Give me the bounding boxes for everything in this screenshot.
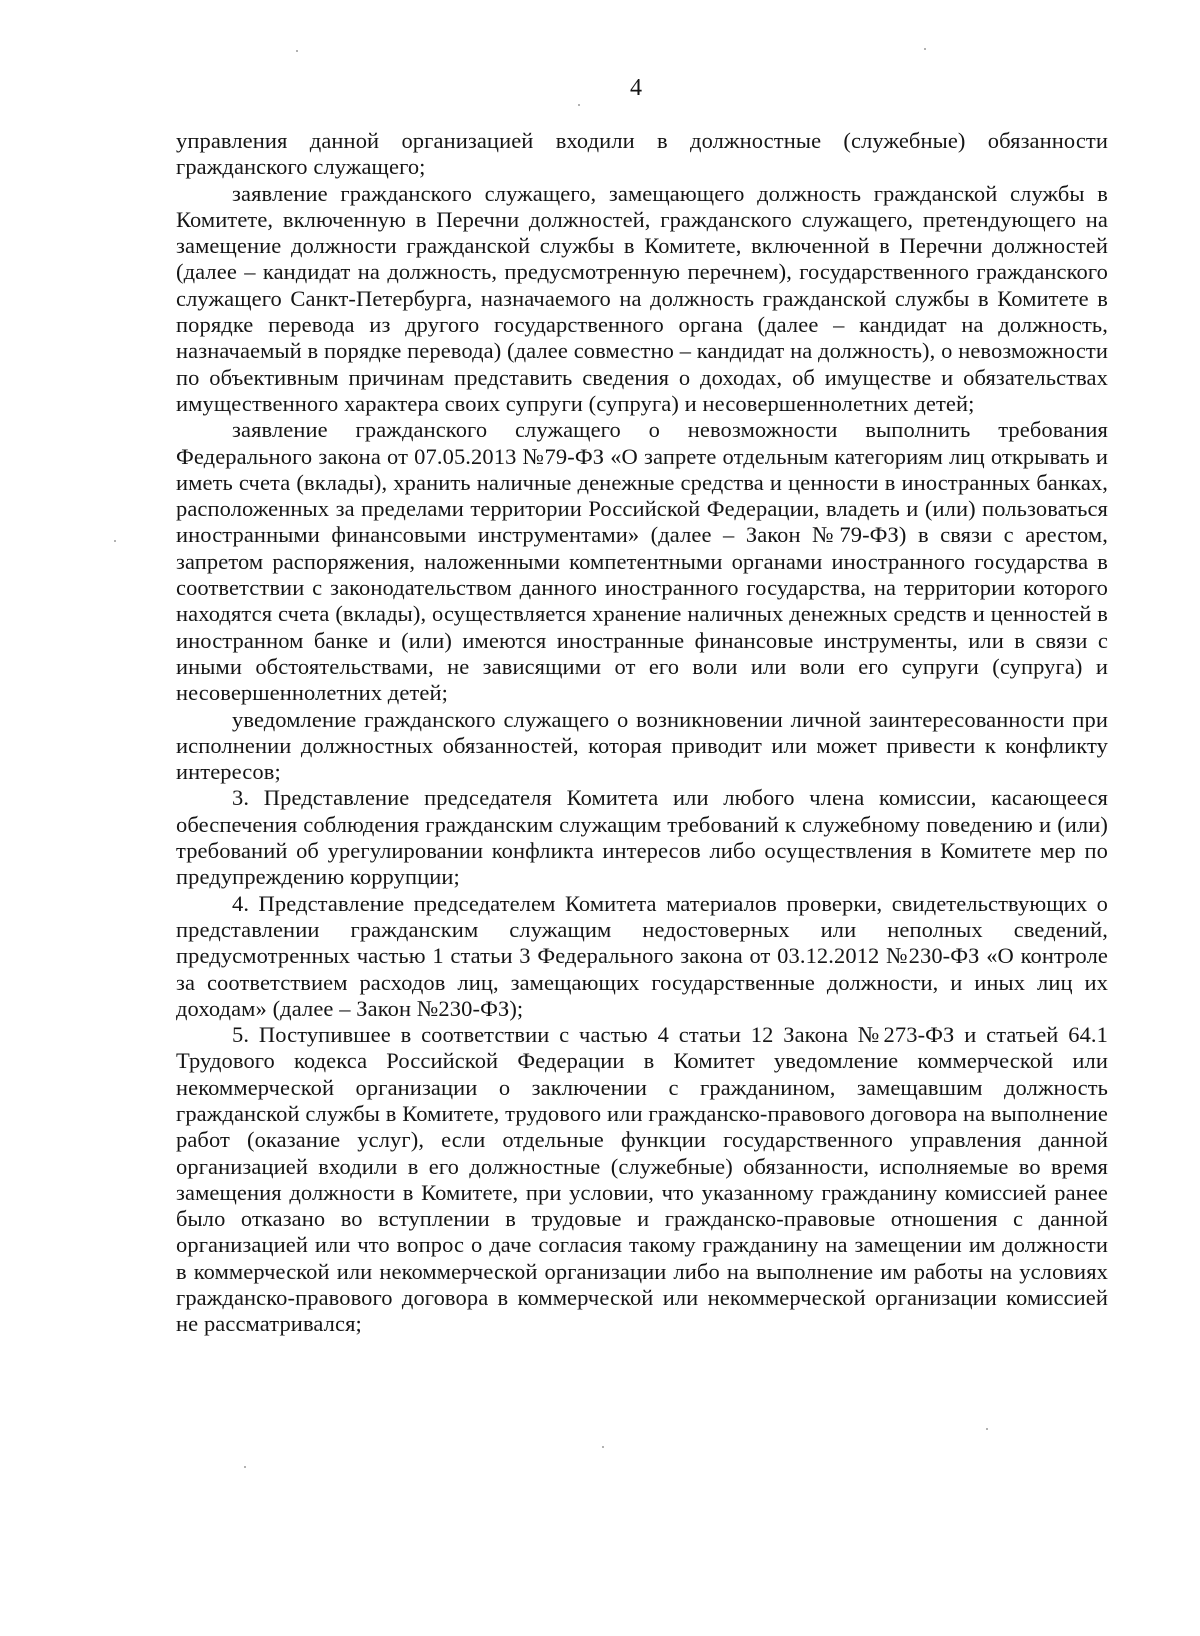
scan-speck <box>986 1428 988 1430</box>
paragraph-statement-inability: заявление гражданского служащего, замещающего должность гражданской службы в Комитете, включенную в Перечни должностей, гражданского служащего, претендующего на замещение должности гражданской службы в Комитете, включенной в Перечни должностей (далее – кандидат на должность, предусмотренную перечнем), государственного гражданского служащего Санкт-Петербурга, назначаемого на должность гражданской службы в Комитете в порядке перевода из другого государственного органа (далее – кандидат на должность, назначаемый в порядке перевода) (далее совместно – кандидат на должность), о невозможности по объективным причинам представить сведения о доходах, об имуществе и обязательствах имущественного характера своих супруги (супруга) и несовершеннолетних детей; <box>176 180 1108 416</box>
paragraph-continuation: управления данной организацией входили в должностные (служебные) обязанности гражданского служащего; <box>176 128 1108 180</box>
scan-speck <box>114 540 116 542</box>
document-body <box>176 128 1108 1338</box>
paragraph-item-5: 5. Поступившее в соответствии с частью 4 статьи 12 Закона №273-ФЗ и статьей 64.1 Трудового кодекса Российской Федерации в Комитет уведомление коммерческой или некоммерческой организации о заключении с гражданином, замещавшим должность гражданской службы в Комитете, трудового или гражданско-правового договора на выполнение работ (оказание услуг), если отдельные функции государственного управления данной организацией входили в его должностные (служебные) обязанности, исполняемые во время замещения должности в Комитете, при условии, что указанному гражданину комиссией ранее было отказано во вступлении в трудовые и гражданско-правовые отношения с данной организацией или что вопрос о даче согласия такому гражданину на замещении им должности в коммерческой или некоммерческой организации либо на выполнение им работы на условиях гражданско-правового договора в коммерческой или некоммерческой организации комиссией не рассматривался; <box>176 1022 1108 1337</box>
scan-speck <box>924 48 926 50</box>
scan-speck <box>602 1446 604 1448</box>
scan-speck <box>244 1466 246 1468</box>
scan-speck <box>296 50 298 52</box>
paragraph-statement-law-79: заявление гражданского служащего о невозможности выполнить требования Федерального закона от 07.05.2013 №79-ФЗ «О запрете отдельным категориям лиц открывать и иметь счета (вклады), хранить наличные денежные средства и ценности в иностранных банках, расположенных за пределами территории Российской Федерации, владеть и (или) пользоваться иностранными финансовыми инструментами» (далее – Закон №79-ФЗ) в связи с арестом, запретом распоряжения, наложенными компетентными органами иностранного государства в соответствии с законодательством данного иностранного государства, на территории которого находятся счета (вклады), осуществляется хранение наличных денежных средств и ценностей в иностранном банке и (или) имеются иностранные финансовые инструменты, или в связи с иными обстоятельствами, не зависящими от его воли или воли его супруги (супруга) и несовершеннолетних детей; <box>176 417 1108 706</box>
paragraph-notice-conflict: уведомление гражданского служащего о возникновении личной заинтересованности при исполнении должностных обязанностей, которая приводит или может привести к конфликту интересов; <box>176 706 1108 785</box>
paragraph-item-3: 3. Представление председателя Комитета или любого члена комиссии, касающееся обеспечения соблюдения гражданским служащим требований к служебному поведению и (или) требований об урегулировании конфликта интересов либо осуществления в Комитете мер по предупреждению коррупции; <box>176 785 1108 890</box>
scan-speck <box>578 104 580 106</box>
page-number: 4 <box>630 75 642 101</box>
paragraph-item-4: 4. Представление председателем Комитета материалов проверки, свидетельствующих о представлении гражданским служащим недостоверных или неполных сведений, предусмотренных частью 1 статьи 3 Федерального закона от 03.12.2012 №230-ФЗ «О контроле за соответствием расходов лиц, замещающих государственные должности, и иных лиц их доходам» (далее – Закон №230-ФЗ); <box>176 890 1108 1021</box>
